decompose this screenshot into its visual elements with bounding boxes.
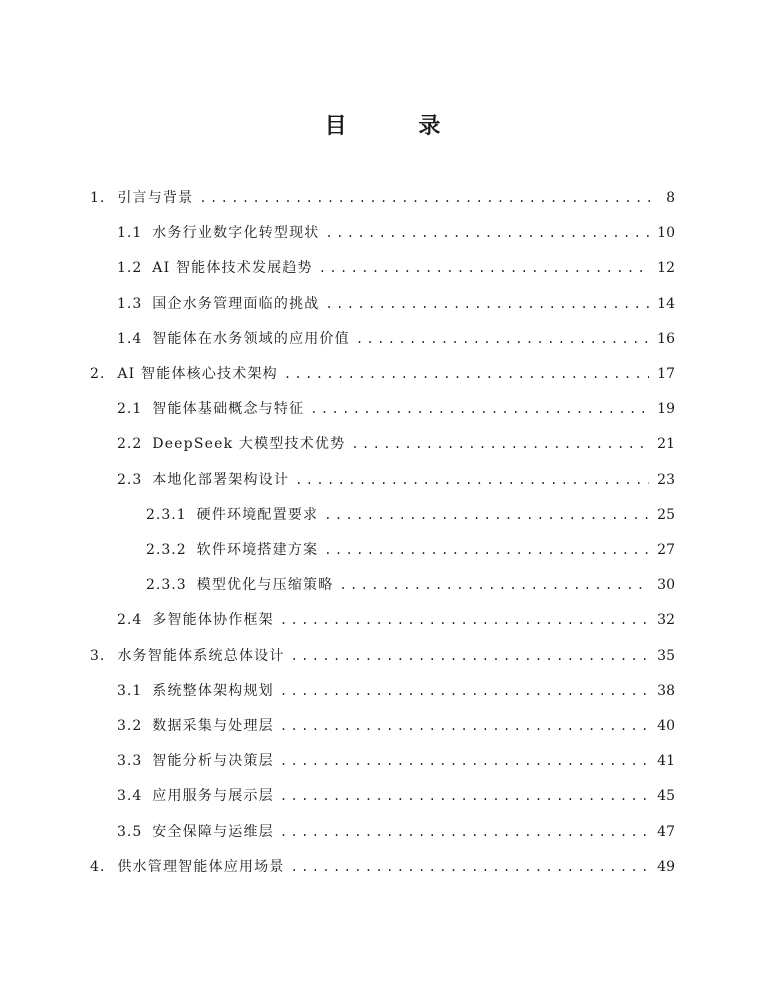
toc-entry[interactable]	[90, 362, 675, 386]
toc-entry-page: 12	[657, 260, 675, 277]
toc-entry-title: 系统整体架构规划	[152, 682, 274, 699]
toc-entry-title: 数据采集与处理层	[152, 718, 274, 734]
toc-entry-page: 17	[657, 366, 675, 382]
dot-leader	[310, 397, 649, 421]
toc-entry-page: 19	[657, 401, 675, 418]
toc-entry-number: 3.2	[117, 718, 143, 734]
toc-entry[interactable]	[117, 714, 675, 738]
toc-entry-title: 国企水务管理面临的挑战	[152, 295, 320, 312]
toc-entry[interactable]	[117, 679, 675, 703]
toc-entry-page: 8	[666, 190, 675, 206]
toc-entry-title: 安全保障与运维层	[152, 823, 274, 840]
toc-entry[interactable]	[90, 855, 675, 879]
toc-entry-title: 硬件环境配置要求	[196, 506, 319, 523]
toc-entry-page: 38	[657, 682, 675, 699]
toc-entry-title: 供水管理智能体应用场景	[117, 858, 285, 875]
toc-entry[interactable]	[146, 573, 675, 597]
dot-leader	[291, 855, 650, 879]
toc-entry-page: 21	[657, 436, 675, 453]
dot-leader	[280, 784, 649, 808]
toc-entry-number: 3.3	[117, 753, 143, 770]
toc-entry[interactable]	[117, 327, 675, 351]
toc-entry-title: AI 智能体技术发展趋势	[152, 260, 313, 277]
toc-entry-number: 2.4	[117, 612, 143, 629]
toc-title: 目 录	[324, 114, 473, 139]
toc-entry-title: 本地化部署架构设计	[152, 471, 290, 488]
dot-leader	[325, 292, 649, 316]
toc-entry-title: 应用服务与展示层	[152, 788, 274, 805]
toc-entry[interactable]	[117, 468, 675, 492]
toc-entry-number: 1.2	[117, 260, 143, 277]
dot-leader	[324, 538, 649, 562]
dot-leader	[280, 820, 649, 844]
dot-leader	[291, 644, 650, 668]
toc-entry[interactable]	[117, 221, 675, 245]
toc-entry-title: 多智能体协作框架	[152, 612, 274, 629]
toc-entry[interactable]	[146, 503, 675, 527]
toc-entry[interactable]	[117, 784, 675, 808]
toc-entry[interactable]	[146, 538, 675, 562]
dot-leader	[199, 186, 651, 210]
toc-entry-title: 智能体基础概念与特征	[152, 401, 305, 418]
toc-entry-title: 水务智能体系统总体设计	[117, 647, 285, 664]
toc-entry[interactable]	[90, 644, 675, 668]
toc-entry-page: 49	[657, 858, 675, 875]
toc-entry-title: 引言与背景	[117, 190, 194, 206]
dot-leader	[356, 327, 649, 351]
toc-entry-number: 3.1	[117, 682, 143, 699]
toc-entry[interactable]	[117, 292, 675, 316]
dot-leader	[280, 749, 649, 773]
toc-entry-number: 1.3	[117, 295, 143, 312]
dot-leader	[280, 679, 649, 703]
dot-leader	[280, 608, 649, 632]
toc-entry-number: 3.	[90, 647, 106, 664]
dot-leader	[319, 256, 649, 280]
dot-leader	[280, 714, 649, 738]
toc-entry-number: 2.2	[117, 436, 143, 453]
toc-entry-page: 25	[657, 506, 675, 523]
toc-entry-number: 2.3	[117, 471, 143, 488]
toc-entry-number: 2.3.2	[146, 542, 187, 558]
toc-entry-number: 3.4	[117, 788, 143, 805]
dot-leader	[324, 503, 649, 527]
toc-entry-page: 30	[657, 577, 675, 594]
toc-entry-number: 1.	[90, 190, 106, 206]
toc-entry[interactable]	[90, 186, 675, 210]
toc-entry-number: 1.1	[117, 225, 143, 242]
toc-entry-title: 软件环境搭建方案	[196, 542, 319, 558]
toc-entry-page: 47	[657, 823, 675, 840]
toc-entry[interactable]	[117, 820, 675, 844]
toc-entry-number: 2.3.3	[146, 577, 187, 594]
toc-entry-number: 2.3.1	[146, 506, 187, 523]
toc-entry-title: AI 智能体核心技术架构	[117, 366, 278, 382]
toc-entry[interactable]	[117, 749, 675, 773]
dot-leader	[325, 221, 649, 245]
toc-entry-page: 14	[657, 295, 675, 312]
toc-entry-number: 3.5	[117, 823, 143, 840]
toc-entry-page: 16	[657, 330, 675, 347]
toc-entry-title: 水务行业数字化转型现状	[152, 225, 320, 242]
toc-entry[interactable]	[117, 608, 675, 632]
toc-entry-page: 27	[657, 542, 675, 558]
toc-entry-page: 23	[657, 471, 675, 488]
toc-entry-page: 10	[657, 225, 675, 242]
dot-leader	[339, 573, 649, 597]
toc-entry-number: 2.1	[117, 401, 143, 418]
toc-entry[interactable]	[117, 256, 675, 280]
toc-entry-page: 45	[657, 788, 675, 805]
toc-entry-number: 1.4	[117, 330, 143, 347]
toc-entry[interactable]	[117, 432, 675, 456]
dot-leader	[295, 468, 649, 492]
toc-entry-title: 模型优化与压缩策略	[196, 577, 334, 594]
toc-entry-number: 2.	[90, 366, 106, 382]
toc-entry[interactable]	[117, 397, 675, 421]
toc-entry-page: 32	[657, 612, 675, 629]
toc-entry-page: 35	[657, 647, 675, 664]
dot-leader	[351, 432, 649, 456]
toc-entry-title: DeepSeek 大模型技术优势	[152, 436, 346, 453]
toc-entry-page: 40	[657, 718, 675, 734]
toc-entry-title: 智能分析与决策层	[152, 753, 274, 770]
dot-leader	[284, 362, 649, 386]
toc-entry-title: 智能体在水务领域的应用价值	[152, 330, 350, 347]
toc-entry-page: 41	[657, 753, 675, 770]
toc-entry-number: 4.	[90, 858, 106, 875]
